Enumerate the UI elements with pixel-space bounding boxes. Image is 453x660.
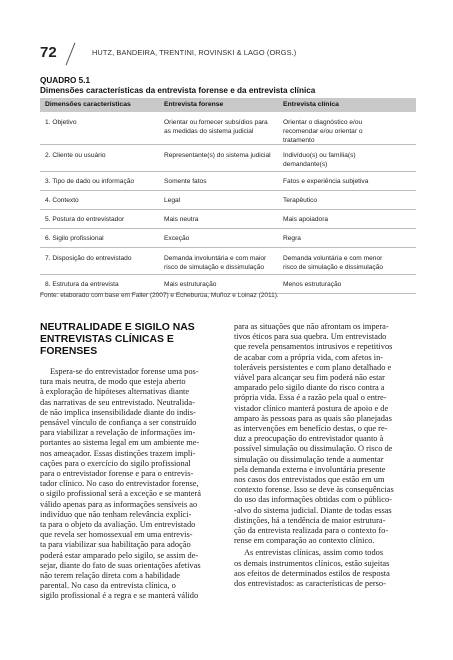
text-line: tador clínico. No caso do entrevistador forense, [40, 479, 199, 489]
table-header-cell: Dimensões características [45, 101, 131, 108]
table-cell: Representante(s) do sistema judicial [164, 152, 271, 159]
text-line: do uso das informações obtidas com o público- [234, 495, 392, 505]
text-line: poderá estar amparado pelo sigilo, se assim de- [40, 550, 199, 560]
text-line: -alvo do sistema judicial. Diante de todas essas [234, 505, 392, 515]
text-line: pensável vínculo de confiança a ser construído [40, 418, 197, 428]
text-line: Espera-se do entrevistador forense uma pos- [50, 367, 199, 376]
table-cell: Demanda involuntária e com maior risco de simulação e dissimulação [164, 255, 267, 271]
header-divider [66, 43, 76, 66]
table-header-cell: Entrevista forense [164, 101, 224, 108]
text-line: pela demanda externa e involuntária presente [234, 464, 386, 474]
text-line: à exploração de hipóteses alternativas diante [40, 387, 190, 397]
right-column [234, 322, 419, 589]
text-line: portantes ao sistema legal em um ambiente me- [40, 438, 200, 448]
text-line: amparo às pessoas para as quais são planejadas [234, 413, 392, 423]
table-row [40, 229, 416, 248]
table-cell: Indivíduo(s) ou família(s) demandante(s) [283, 152, 356, 168]
text-line: toleráveis persistentes e com plano detalhado e [234, 362, 392, 372]
text-line: possível simulação ou dissimulação. O risco de [234, 444, 393, 454]
text-line: viável para alcançar seu fim poderá não estar [234, 373, 385, 383]
text-line: sejar, diante do fato de suas orientações afetivas [40, 560, 201, 570]
text-line: das narrativas de seu entrevistado. Neutralida- [40, 397, 195, 407]
table-cell: Exceção [164, 235, 190, 242]
table-cell: 5. Postura do entrevistador [45, 216, 125, 223]
text-line: de acabar com a própria vida, com afetos in- [234, 352, 384, 362]
section-title-line: ENTREVISTAS CLÍNICAS E FORENSES [40, 334, 174, 357]
page-number: 72 [40, 44, 57, 61]
table-cell: 7. Disposição do entrevistado [45, 255, 132, 262]
text-line: as intervenções em benefício destas, o que re- [234, 424, 388, 434]
table-cell: 8. Estrutura da entrevista [45, 281, 119, 288]
table-cell: 4. Contexto [45, 197, 79, 204]
table-cell: Orientar ou fornecer subsídios para as medidas do sistema judicial [164, 119, 268, 135]
page-header [40, 44, 420, 66]
text-line: parental. No caso da entrevista clínica, o [40, 581, 176, 591]
body-paragraph [40, 367, 225, 602]
text-line: aos efeitos de determinados estilos de resposta [234, 568, 390, 578]
text-line: cações para o exercício do sigilo profissional [40, 458, 191, 468]
table-source-note: Fonte: elaborado com base em Faller (2007) e Echeburúa, Muñoz e Loinaz (2011). [40, 292, 279, 299]
text-line: o sigilo profissional será a exceção e se manterá [40, 489, 201, 499]
section-title-line: NEUTRALIDADE E SIGILO NAS [40, 322, 195, 333]
table-row [40, 145, 416, 172]
table-cell: Demanda voluntária e com menor risco de simulação e dissimulação [283, 255, 384, 271]
table-row [40, 191, 416, 210]
table-cell: Somente fatos [164, 178, 207, 185]
text-line: para o entrevistador forense e para o entrevis- [40, 469, 194, 479]
table-cell: Mais apoiadora [283, 216, 329, 223]
table-cell: Legal [164, 197, 181, 204]
table-row [40, 248, 416, 275]
text-line: amparado pelo sigilo diante do risco contra a [234, 383, 385, 393]
text-line: os demais instrumentos clínicos, estão sujeitas [234, 558, 390, 568]
table-cell: Mais neutra [164, 216, 199, 223]
table-cell: 1. Objetivo [45, 119, 77, 126]
left-column [40, 322, 225, 602]
text-line: para as situações que não afrontam os impera- [234, 322, 389, 331]
text-line: rense em comparação ao contexto clínico. [234, 536, 375, 546]
table-cell: Terapêutico [283, 197, 318, 204]
text-line: vistador clínico manterá postura de apoio e de [234, 403, 389, 413]
running-head: HUTZ, BANDEIRA, TRENTINI, ROVINSKI & LAGO (ORGS.) [92, 48, 297, 57]
table-cell: 2. Cliente ou usuário [45, 152, 106, 159]
text-line: As entrevistas clínicas, assim como todos [244, 548, 384, 558]
table-cell: Mais estruturação [164, 281, 217, 288]
table-row [40, 210, 416, 229]
text-line: nos casos dos entrevistados que estão em um [234, 475, 385, 485]
text-line: indivíduo que não tenham relevância explíci- [40, 509, 192, 519]
table-cell: Fatos e experiência subjetiva [283, 178, 369, 185]
table-cell: 3. Tipo de dado ou informação [45, 178, 135, 185]
body-paragraph [234, 322, 419, 546]
text-line: contexto forense. Isso se deve às consequências [234, 485, 394, 495]
text-line: que revela pensamentos intrusivos e repetitivos [234, 342, 393, 352]
table-header-cell: Entrevista clínica [283, 101, 339, 108]
text-line: tivos éticos para sua quebra. Um entrevistado [234, 332, 387, 342]
table-row [40, 112, 416, 145]
comparison-table [40, 98, 416, 294]
table-cell: Menos estruturação [283, 281, 342, 288]
text-line: nos ameaçador. Essas distinções trazem impli- [40, 448, 196, 458]
text-line: ção da entrevista realizada para o contexto fo- [234, 526, 389, 536]
table-cell: Orientar o diagnóstico e/ou recomendar e/ou orientar o tratamento [283, 119, 363, 144]
text-line: ta para o objeto da avaliação. Um entrevistado [40, 520, 196, 530]
text-line: própria vida. Essa é a razão pela qual o entre- [234, 393, 387, 403]
text-line: simulação ou dissimulação tende a aumentar [234, 454, 384, 464]
text-line: distinções, há a tendência de maior estrutura- [234, 515, 386, 525]
text-line: dos entrevistados: as características de perso- [234, 579, 386, 589]
text-line: não terem relação direta com a habilidade [40, 571, 180, 581]
table-row [40, 172, 416, 191]
text-line: ta para viabilizar sua habilitação para adoção [40, 540, 191, 550]
text-line: para viabilizar a revelação de informações im- [40, 428, 196, 438]
table-header-row [40, 98, 416, 112]
quadro-title: Dimensões características da entrevista forense e da entrevista clínica [40, 86, 316, 95]
text-line: tura mais neutra, de modo que esteja aberto [40, 377, 186, 387]
section-title [40, 322, 225, 358]
table-cell: 6. Sigilo profissional [45, 235, 104, 242]
text-line: sigilo profissional é a regra e se manterá válido [40, 591, 199, 601]
text-line: que revela ser homossexual em uma entrevis- [40, 530, 193, 540]
text-line: duz a preocupação do entrevistador quanto à [234, 434, 384, 444]
text-line: de não implica insensibilidade diante do indis- [40, 407, 196, 417]
text-line: válido apenas para as informações sensíveis ao [40, 499, 198, 509]
table-cell: Regra [283, 235, 301, 242]
quadro-label: QUADRO 5.1 [40, 76, 91, 85]
body-paragraph [234, 548, 419, 589]
